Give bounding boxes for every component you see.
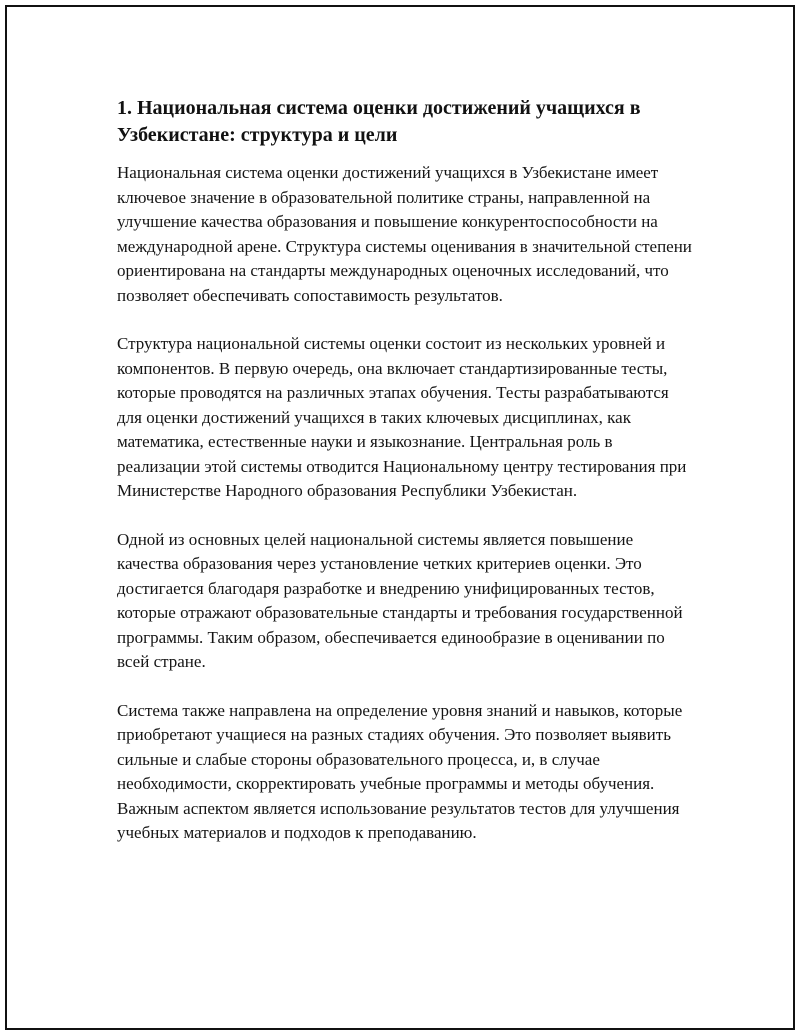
paragraph-1: Национальная система оценки достижений учащихся в Узбекистане имеет ключевое значение в образовательной политике страны, направленной на улучшение качества образования и повышение конкурентоспособности на международной арене. Структура системы оценивания в значительной степени ориентирована на стандарты международных оценочных исследований, что позволяет обеспечивать сопоставимость результатов.: [117, 163, 692, 305]
document-page: [5, 5, 795, 1030]
paragraph-4: Система также направлена на определение уровня знаний и навыков, которые приобретают учащиеся на разных стадиях обучения. Это позволяет выявить сильные и слабые стороны образовательного процесса, и, в случае необходимости, скорректировать учебные программы и методы обучения. Важным аспектом является использование результатов тестов для улучшения учебных материалов и подходов к преподаванию.: [117, 700, 683, 842]
document-body: [117, 95, 692, 870]
paragraph-2: Структура национальной системы оценки состоит из нескольких уровней и компонентов. В первую очередь, она включает стандартизированные тесты, которые проводятся на различных этапах обучения. Тесты разрабатываются для оценки достижений учащихся в таких ключевых дисциплинах, как математика, естественные науки и языкознание. Центральная роль в реализации этой системы отводится Национальному центру тестирования при Министерстве Народного образования Республики Узбекистан.: [117, 334, 687, 500]
section-heading: 1. Национальная система оценки достижений учащихся в Узбекистане: структура и цели: [117, 97, 641, 146]
paragraph-3: Одной из основных целей национальной системы является повышение качества образования через установление четких критериев оценки. Это достигается благодаря разработке и внедрению унифицированных тестов, которые отражают образовательные стандарты и требования государственной программы. Таким образом, обеспечивается единообразие в оценивании по всей стране.: [117, 529, 683, 671]
